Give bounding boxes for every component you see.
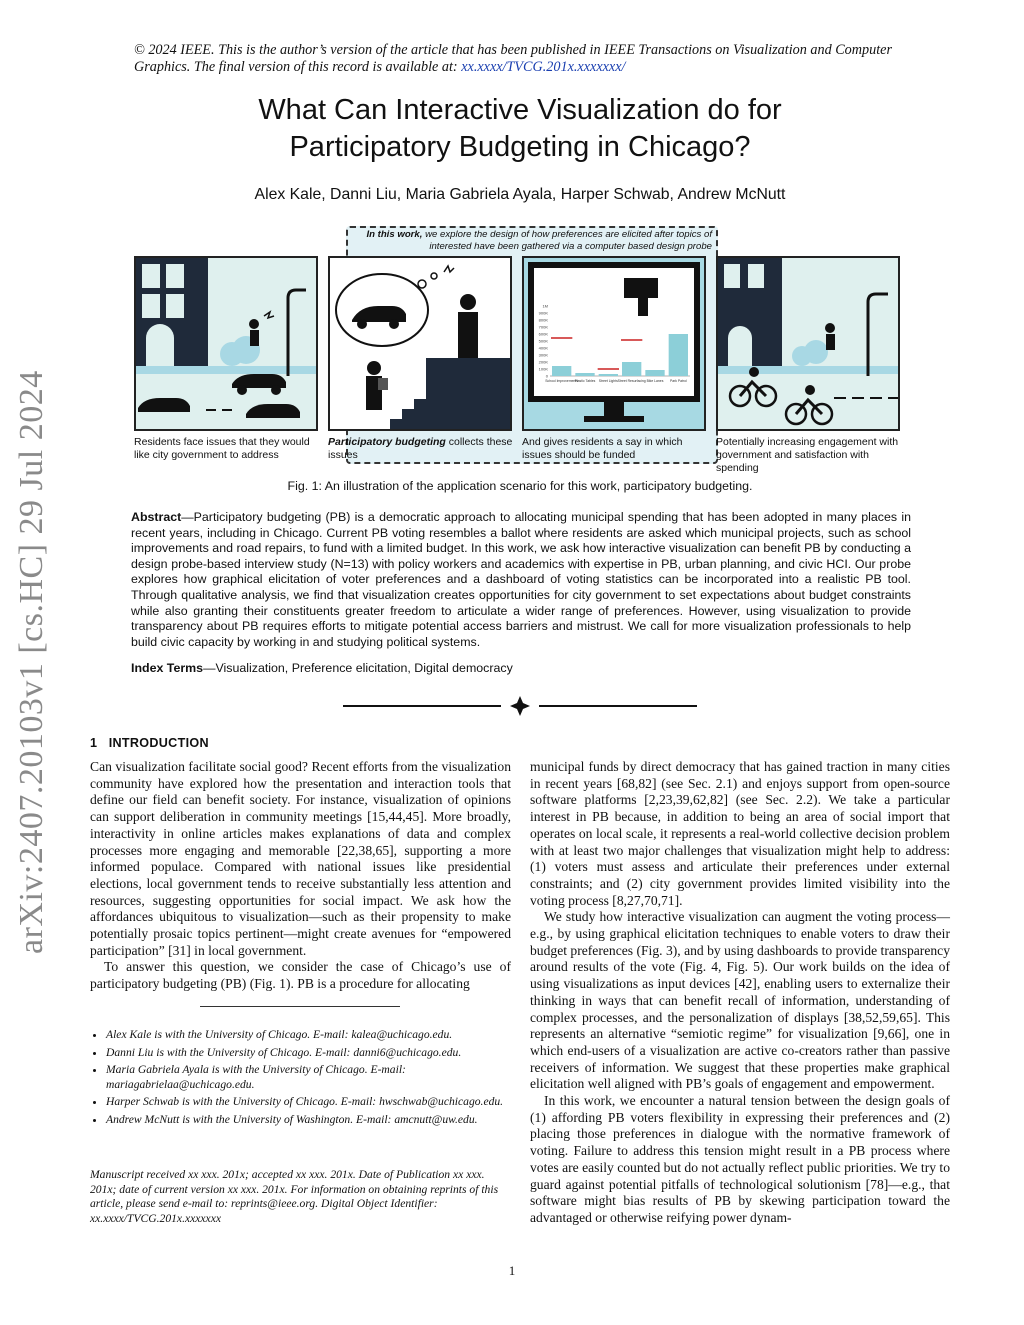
monitor-screen <box>534 268 694 396</box>
index-terms <box>131 661 911 675</box>
callout-line-1: we explore the design of how preferences are elicited after topics of <box>422 229 712 240</box>
intro-paragraph-5: In this work, we encounter a natural tension between the design goals of (1) affording PB voters flexibility in expressing their preferences and (2) placing those preferences in dialogue with the normative framework of voting. Failure to address this tension might result in a PB process where votes are easily counted but do not actually reflect public priorities. We try to guard against potential pitfalls of technological solutionism [78]—e.g., that software might bias results of PB by skewing participation toward the advantaged or otherwise reifying power dynam- <box>530 1093 950 1225</box>
bar <box>622 362 641 376</box>
page-number: 1 <box>508 1263 516 1278</box>
intro-paragraph-2: To answer this question, we consider the case of Chicago’s use of participatory budgeting (PB) (Fig. 1). PB is a procedure for allocating <box>90 959 511 992</box>
footnote-item: • Danni Liu is with the University of Chicago. E-mail: danni6@uchicago.edu. <box>106 1046 511 1061</box>
bike-scene-illustration <box>718 258 898 429</box>
monitor-illustration <box>524 258 704 429</box>
paper-title <box>170 92 870 166</box>
abstract-label: Abstract <box>131 510 182 524</box>
monitor-base <box>584 416 644 422</box>
x-tick-label: Bike Lanes <box>646 379 664 383</box>
bar <box>552 366 571 376</box>
section-separator <box>343 694 697 718</box>
y-tick-label: 900K <box>538 310 548 316</box>
pb-illustration <box>330 258 510 429</box>
monitor-stand <box>604 402 624 416</box>
y-tick-label: 100K <box>538 366 548 372</box>
doi-link[interactable]: xx.xxxx/TVCG.201x.xxxxxxx/ <box>461 59 626 75</box>
x-tick-label: Plastic Tables <box>574 379 596 383</box>
diamond-star-icon <box>510 696 530 716</box>
caption-panel-2 <box>328 436 514 462</box>
bar <box>669 334 688 376</box>
panel-engagement <box>716 256 900 431</box>
street-scene-illustration <box>136 258 316 429</box>
copyright-notice <box>134 42 914 76</box>
figure-caption: Fig. 1: An illustration of the application scenario for this work, participatory budgeting. <box>287 479 753 493</box>
caption-panel-4: Potentially increasing engagement with government and satisfaction with spending <box>716 436 899 474</box>
right-column <box>530 759 950 1227</box>
footnote-item: • Harper Schwab is with the University of Chicago. E-mail: hwschwab@uchicago.edu. <box>106 1095 511 1110</box>
bar <box>575 373 594 376</box>
caption-panel-3: And gives residents a say in which issues should be funded <box>522 436 683 461</box>
copyright-text: © 2024 IEEE. This is the author’s version of the article that has been published in IEEE Transactions on Visualization and Computer Graphics. The final version of this record is available at: <box>134 42 892 75</box>
section-heading <box>90 736 209 750</box>
title-line-1: What Can Interactive Visualization do for <box>258 94 782 126</box>
manuscript-note: Manuscript received xx xxx. 201x; accepted xx xxx. 201x. Date of Publication xx xxx. 201x; date of current version xx xxx. 201x. For information on obtaining reprints of this article, please send e-mail to: reprints@ieee.org. Digital Object Identifier: xx.xxxx/TVCG.201x.xxxxxxx <box>90 1168 499 1225</box>
abstract-text: —Participatory budgeting (PB) is a democratic approach to allocating municipal spending that has been adopted in many places in recent years, including in Chicago. Current PB voting resembles a ballot where residents are asked which municipal projects, such as school improvements and road repairs, to fund with a limited budget. In this work, we ask how interactive visualization can benefit PB by conducting a design probe-based interview study (N=13) with policy workers and academics with expertise in PB, urban planning, and civic HCI. Our probe explores how graphical elicitation of voter preferences and a dashboard of voting statistics can be incorporated into a realistic PB tool. Through qualitative analysis, we find that visualization creates opportunities for city government to set expectations about budget constraints while also granting their constituents greater freedom to articulate a wider range of preferences. However, using visualization to provide transparency about PB requires efforts to mitigate potential access barriers and mistrust. We call for more visualization professionals to help build civic capacity by working in and studying political systems. <box>131 510 911 649</box>
footnote-item: • Andrew McNutt is with the University of Washington. E-mail: amcnutt@uw.edu. <box>106 1113 511 1128</box>
index-terms-text: —Visualization, Preference elicitation, Digital democracy <box>203 661 513 675</box>
arxiv-identifier: arXiv:2407.20103v1 [cs.HC] 29 Jul 2024 <box>13 370 50 954</box>
title-line-2: Participatory Budgeting in Chicago? <box>289 131 751 163</box>
index-terms-label: Index Terms <box>131 661 204 675</box>
y-tick-label: 700K <box>538 324 548 330</box>
section-number: 1 <box>90 736 98 750</box>
y-tick-label: 600K <box>538 331 548 337</box>
section-title: INTRODUCTION <box>108 736 209 750</box>
intro-paragraph-1: Can visualization facilitate social good? Recent efforts from the visualization community have explored how the presentation and interaction tools that define our field can benefit society. For instance, visualization of opinions can support deliberation in community meetings [15,44,45]. More broadly, interactivity in online articles makes explanations of data and complex processes more engaging and memorable [22,38,65], supporting a more informed populace. Compared with national issues like presidential elections, local government tends to receive substantially less attention and resources, suggesting opportunities for social impact. We ask how the affordances ubiquitous to visualization—such as their propensity to make potentially prosaic topics pertinent—might create avenues for “empowered participation” [31] in local government. <box>90 759 511 958</box>
bar <box>645 370 664 376</box>
bar <box>599 374 618 376</box>
footnote-item: • Maria Gabriela Ayala is with the University of Chicago. E-mail: mariagabrielaa@uchicago.edu. <box>106 1063 511 1092</box>
panel-pb-collects <box>328 256 512 431</box>
y-tick-label: 200K <box>538 359 548 365</box>
panel-residents <box>134 256 318 431</box>
y-tick-label: 1M <box>542 303 548 309</box>
footnote-item: • Alex Kale is with the University of Chicago. E-mail: kalea@uchicago.edu. <box>106 1028 511 1043</box>
caption-panel-2-rest: collects these issues <box>328 436 513 461</box>
figure-1 <box>134 226 910 474</box>
caption-panel-1: Residents face issues that they would like city government to address <box>134 436 310 461</box>
callout-line-2: interested have been gathered via a computer based design probe <box>429 241 712 252</box>
y-tick-label: 300K <box>538 352 548 358</box>
callout-bold: In this work, <box>366 229 423 240</box>
left-column <box>90 759 511 993</box>
y-tick-label: 800K <box>538 317 548 323</box>
x-tick-label: Street Resurfacing <box>617 379 646 383</box>
abstract <box>131 510 911 650</box>
intro-paragraph-4: We study how interactive visualization can augment the voting process—e.g., by using graphical elicitation techniques to enable voters to draw their budget preferences (Fig. 3), and by using dashboards to provide transparency around results of the vote (Fig. 4, Fig. 5). Our work builds on the idea of using visualizations as input devices [42], enabling users to externalize their thinking in ways that can benefit recall of information, understanding of complex processes, and the personalization of displays [38,52,59,65]. This represents an alternative “semiotic regime” for visualization [9,66], one in which end-users of a visualization are active co-creators rather than passive receivers of information. We suggest that these properties make graphical elicitation well aligned with PB’s goals of engagement and empowerment. <box>530 909 950 1092</box>
panel-voting-dashboard <box>522 256 706 431</box>
y-tick-label: 0 <box>545 373 548 379</box>
author-list: Alex Kale, Danni Liu, Maria Gabriela Ayala, Harper Schwab, Andrew McNutt <box>254 186 786 203</box>
x-tick-label: Street Lights <box>598 379 618 383</box>
y-tick-label: 400K <box>538 345 548 351</box>
author-footnotes <box>90 1028 511 1131</box>
callout-text <box>356 229 712 253</box>
x-tick-label: Park Patrol <box>669 379 687 383</box>
y-tick-label: 500K <box>538 338 548 344</box>
intro-paragraph-3: municipal funds by direct democracy that has gained traction in many cities in recent years [68,82] (see Sec. 2.1) and enjoys support from open-source software platforms [2,23,39,62,82] (see Sec. 2.2). We take a particular interest in PB because, in addition to being an area of social import that operates on local scale, it represents a real-world collective decision problem with at least two major challenges that visualization might help to address: (1) voters must assess and articulate their preferences under external constraints; and (2) city government provides limited visibility into the voting process [8,27,70,71]. <box>530 759 950 908</box>
caption-panel-2-bold: Participatory budgeting <box>328 436 446 448</box>
x-tick-label: School Improvements <box>545 379 579 383</box>
footnote-rule <box>200 1006 400 1007</box>
